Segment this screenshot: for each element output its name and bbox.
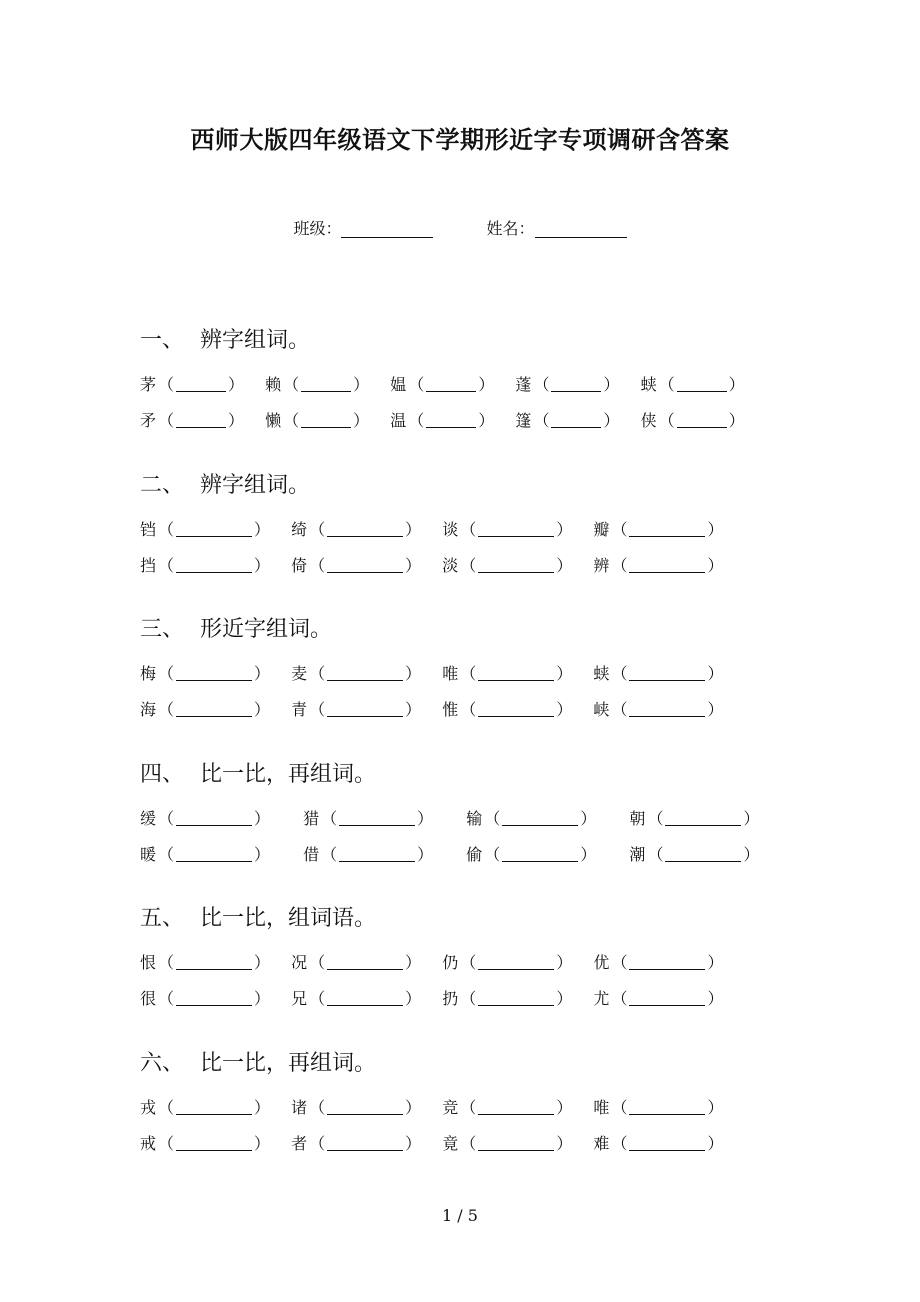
name-label: 姓名： (486, 219, 535, 238)
answer-blank[interactable] (502, 807, 578, 826)
word-item: 懒 （ ） (265, 411, 370, 430)
word-row (140, 842, 787, 878)
answer-blank[interactable] (176, 373, 226, 392)
section-title: 二、 辨字组词。 (140, 473, 311, 498)
section-title: 四、 比一比，再组词。 (140, 762, 377, 787)
section-title: 三、 形近字组词。 (140, 617, 333, 642)
word-row (140, 661, 739, 697)
answer-blank[interactable] (502, 843, 578, 862)
word-item: 兄 （ ） (291, 989, 422, 1008)
word-row (140, 372, 761, 408)
answer-blank[interactable] (551, 409, 601, 428)
page-indicator: 1 / 5 (442, 1206, 478, 1225)
word-item: 难 （ ） (593, 1134, 724, 1153)
answer-blank[interactable] (478, 554, 554, 573)
word-item: 赖 （ ） (265, 375, 370, 394)
answer-blank[interactable] (327, 987, 403, 1006)
answer-blank[interactable] (629, 951, 705, 970)
word-row (140, 408, 761, 444)
word-item: 猎 （ ） (303, 809, 434, 828)
answer-blank[interactable] (629, 554, 705, 573)
section-1 (140, 326, 761, 444)
section-2 (140, 471, 739, 589)
answer-blank[interactable] (478, 518, 554, 537)
word-item: 梅 （ ） (140, 664, 271, 683)
answer-blank[interactable] (301, 373, 351, 392)
answer-blank[interactable] (176, 987, 252, 1006)
answer-blank[interactable] (327, 518, 403, 537)
answer-blank[interactable] (478, 698, 554, 717)
answer-blank[interactable] (665, 843, 741, 862)
word-item: 朝 （ ） (629, 809, 760, 828)
answer-blank[interactable] (327, 1096, 403, 1115)
word-item: 唯 （ ） (442, 664, 573, 683)
name-blank[interactable] (535, 219, 627, 238)
word-item: 蛱 （ ） (640, 375, 745, 394)
section-title: 六、 比一比，再组词。 (140, 1051, 377, 1076)
word-item: 借 （ ） (303, 845, 434, 864)
answer-blank[interactable] (176, 662, 252, 681)
word-item: 谈 （ ） (442, 520, 573, 539)
word-row (140, 950, 739, 986)
answer-blank[interactable] (551, 373, 601, 392)
word-row (140, 1095, 739, 1131)
word-item: 温 （ ） (390, 411, 495, 430)
word-item: 青 （ ） (291, 700, 422, 719)
answer-blank[interactable] (176, 698, 252, 717)
word-item: 惟 （ ） (442, 700, 573, 719)
answer-blank[interactable] (176, 1132, 252, 1151)
section-4 (140, 760, 787, 878)
section-title: 一、 辨字组词。 (140, 328, 311, 353)
word-item: 挡 （ ） (140, 556, 271, 575)
answer-blank[interactable] (327, 951, 403, 970)
word-row (140, 1131, 739, 1167)
word-item: 绮 （ ） (291, 520, 422, 539)
word-item: 海 （ ） (140, 700, 271, 719)
word-item: 者 （ ） (291, 1134, 422, 1153)
answer-blank[interactable] (665, 807, 741, 826)
word-item: 侠 （ ） (640, 411, 745, 430)
name-field (487, 216, 627, 239)
answer-blank[interactable] (176, 554, 252, 573)
word-row (140, 806, 787, 842)
word-item: 瓣 （ ） (593, 520, 724, 539)
word-item: 竟 （ ） (442, 1134, 573, 1153)
word-item: 输 （ ） (466, 809, 597, 828)
answer-blank[interactable] (629, 1096, 705, 1115)
word-item: 铛 （ ） (140, 520, 271, 539)
word-item: 诸 （ ） (291, 1098, 422, 1117)
answer-blank[interactable] (426, 373, 476, 392)
answer-blank[interactable] (478, 662, 554, 681)
word-item: 竞 （ ） (442, 1098, 573, 1117)
answer-blank[interactable] (176, 409, 226, 428)
student-info (0, 216, 920, 239)
answer-blank[interactable] (426, 409, 476, 428)
word-item: 矛 （ ） (140, 411, 245, 430)
word-item: 暖 （ ） (140, 845, 271, 864)
word-item: 蓬 （ ） (515, 375, 620, 394)
answer-blank[interactable] (478, 1096, 554, 1115)
word-item: 尤 （ ） (593, 989, 724, 1008)
answer-blank[interactable] (677, 409, 727, 428)
answer-blank[interactable] (327, 662, 403, 681)
answer-blank[interactable] (339, 807, 415, 826)
word-row (140, 553, 739, 589)
word-item: 辨 （ ） (593, 556, 724, 575)
word-row (140, 517, 739, 553)
word-item: 戎 （ ） (140, 1098, 271, 1117)
word-item: 戒 （ ） (140, 1134, 271, 1153)
word-item: 缓 （ ） (140, 809, 271, 828)
answer-blank[interactable] (176, 951, 252, 970)
word-item: 况 （ ） (291, 953, 422, 972)
word-item: 恨 （ ） (140, 953, 271, 972)
answer-blank[interactable] (629, 698, 705, 717)
section-6 (140, 1049, 739, 1167)
answer-blank[interactable] (327, 1132, 403, 1151)
answer-blank[interactable] (176, 518, 252, 537)
section-title: 五、 比一比，组词语。 (140, 906, 377, 931)
answer-blank[interactable] (629, 518, 705, 537)
answer-blank[interactable] (339, 843, 415, 862)
answer-blank[interactable] (176, 843, 252, 862)
answer-blank[interactable] (478, 1132, 554, 1151)
answer-blank[interactable] (327, 554, 403, 573)
answer-blank[interactable] (301, 409, 351, 428)
class-blank[interactable] (341, 219, 433, 238)
word-item: 扔 （ ） (442, 989, 573, 1008)
answer-blank[interactable] (478, 987, 554, 1006)
answer-blank[interactable] (478, 951, 554, 970)
word-item: 茅 （ ） (140, 375, 245, 394)
page-title: 西师大版四年级语文下学期形近字专项调研含答案 (190, 125, 730, 154)
answer-blank[interactable] (629, 662, 705, 681)
class-label: 班级： (293, 219, 342, 238)
class-field (293, 216, 433, 239)
answer-blank[interactable] (176, 807, 252, 826)
word-item: 麦 （ ） (291, 664, 422, 683)
answer-blank[interactable] (327, 698, 403, 717)
word-item: 很 （ ） (140, 989, 271, 1008)
answer-blank[interactable] (629, 1132, 705, 1151)
word-item: 仍 （ ） (442, 953, 573, 972)
section-5 (140, 904, 739, 1022)
answer-blank[interactable] (176, 1096, 252, 1115)
answer-blank[interactable] (629, 987, 705, 1006)
word-item: 淡 （ ） (442, 556, 573, 575)
word-item: 唯 （ ） (593, 1098, 724, 1117)
word-row (140, 986, 739, 1022)
word-row (140, 697, 739, 733)
word-item: 媪 （ ） (390, 375, 495, 394)
word-item: 潮 （ ） (629, 845, 760, 864)
section-3 (140, 615, 739, 733)
word-item: 蛱 （ ） (593, 664, 724, 683)
word-item: 峡 （ ） (593, 700, 724, 719)
word-item: 倚 （ ） (291, 556, 422, 575)
word-item: 篷 （ ） (515, 411, 620, 430)
answer-blank[interactable] (677, 373, 727, 392)
word-item: 优 （ ） (593, 953, 724, 972)
word-item: 偷 （ ） (466, 845, 597, 864)
